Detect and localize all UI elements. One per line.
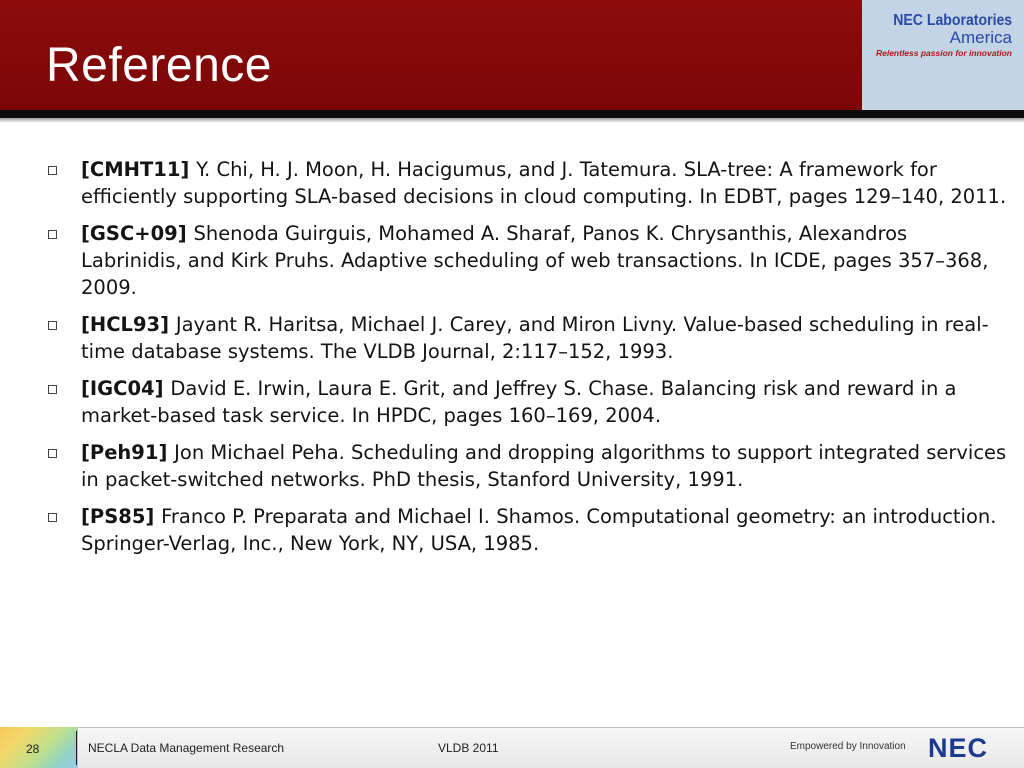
square-bullet-icon (48, 513, 57, 522)
reference-key: [IGC04] (81, 377, 171, 400)
slide-footer (0, 727, 1024, 768)
reference-list (48, 156, 1008, 567)
slide-title: Reference (46, 39, 272, 92)
header-shadow (0, 118, 1024, 123)
reference-text: Franco P. Preparata and Michael I. Shamos. Computational geometry: an introduction. Springer-Verlag, Inc., New York, NY, USA, 1985. (81, 505, 997, 555)
square-bullet-icon (48, 321, 57, 330)
logo-line-america: America (949, 28, 1012, 47)
footer-organization: NECLA Data Management Research (88, 741, 285, 755)
reference-key: [CMHT11] (81, 158, 197, 181)
logo-line-nec-laboratories: NEC Laboratories (893, 12, 1012, 29)
reference-item (48, 311, 1008, 365)
nec-laboratories-logo (862, 0, 1024, 110)
page-number: 28 (26, 742, 40, 756)
footer-top-rule (0, 727, 1024, 728)
header-divider (0, 110, 1024, 118)
reference-text: Jon Michael Peha. Scheduling and dropping algorithms to support integrated services in packet-switched networks. PhD thesis, Stanford University, 1991. (81, 441, 1007, 491)
square-bullet-icon (48, 385, 57, 394)
reference-item (48, 156, 1008, 210)
reference-item (48, 503, 1008, 557)
reference-key: [Peh91] (81, 441, 175, 464)
square-bullet-icon (48, 230, 57, 239)
reference-text: Y. Chi, H. J. Moon, H. Hacigumus, and J. Tatemura. SLA-tree: A framework for efficiently supporting SLA-based decisions in cloud computing. In EDBT, pages 129–140, 2011. (81, 158, 1007, 208)
reference-text: Shenoda Guirguis, Mohamed A. Sharaf, Panos K. Chrysanthis, Alexandros Labrinidis, and Kirk Pruhs. Adaptive scheduling of web transactions. In ICDE, pages 357–368, 2009. (81, 222, 989, 299)
reference-text: Jayant R. Haritsa, Michael J. Carey, and Miron Livny. Value-based scheduling in real-time database systems. The VLDB Journal, 2:117–152, 1993. (81, 313, 989, 363)
reference-key: [GSC+09] (81, 222, 194, 245)
square-bullet-icon (48, 166, 57, 175)
footer-divider (76, 731, 77, 765)
square-bullet-icon (48, 449, 57, 458)
title-bar (0, 0, 862, 110)
footer-slogan: Empowered by Innovation (790, 741, 906, 752)
reference-key: [PS85] (81, 505, 162, 528)
logo-tagline: Relentless passion for innovation (875, 48, 1012, 58)
reference-item (48, 439, 1008, 493)
reference-text: David E. Irwin, Laura E. Grit, and Jeffrey S. Chase. Balancing risk and reward in a market-based task service. In HPDC, pages 160–169, 2004. (81, 377, 957, 427)
reference-key: [HCL93] (81, 313, 176, 336)
footer-conference: VLDB 2011 (438, 741, 499, 755)
reference-item (48, 375, 1008, 429)
reference-item (48, 220, 1008, 301)
nec-brand-logo: NEC (928, 733, 989, 763)
